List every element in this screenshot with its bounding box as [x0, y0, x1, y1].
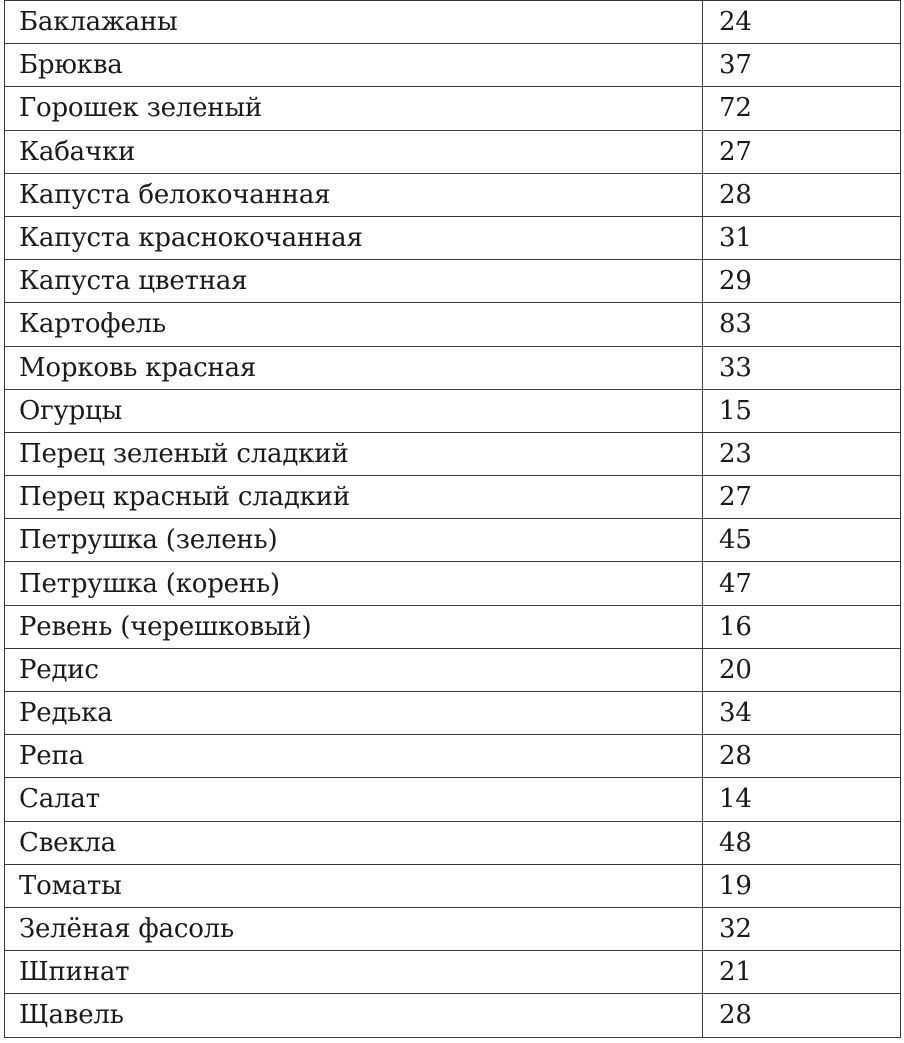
table-row [5, 346, 901, 389]
table-row [5, 864, 901, 907]
value-cell: 32 [703, 907, 901, 950]
vegetable-name-cell: Капуста цветная [5, 260, 703, 303]
value-cell: 31 [703, 216, 901, 259]
value-cell: 72 [703, 87, 901, 130]
vegetable-name-cell: Перец красный сладкий [5, 476, 703, 519]
table-row [5, 476, 901, 519]
value-cell: 33 [703, 346, 901, 389]
table-row [5, 303, 901, 346]
vegetable-name-cell: Перец зеленый сладкий [5, 432, 703, 475]
vegetable-name-cell: Капуста краснокочанная [5, 216, 703, 259]
vegetable-name-cell: Редис [5, 648, 703, 691]
value-cell: 37 [703, 44, 901, 87]
table-row [5, 173, 901, 216]
table-row [5, 432, 901, 475]
vegetable-name-cell: Капуста белокочанная [5, 173, 703, 216]
vegetable-table [4, 0, 901, 1038]
vegetable-name-cell: Свекла [5, 821, 703, 864]
value-cell: 48 [703, 821, 901, 864]
table-row [5, 130, 901, 173]
table-row [5, 907, 901, 950]
vegetable-name-cell: Кабачки [5, 130, 703, 173]
table-row [5, 821, 901, 864]
table-row [5, 692, 901, 735]
table-row [5, 648, 901, 691]
table-row [5, 260, 901, 303]
value-cell: 16 [703, 605, 901, 648]
value-cell: 14 [703, 778, 901, 821]
value-cell: 24 [703, 1, 901, 44]
table-row [5, 1, 901, 44]
table-row [5, 994, 901, 1037]
vegetable-name-cell: Петрушка (зелень) [5, 519, 703, 562]
value-cell: 45 [703, 519, 901, 562]
table-body [5, 1, 901, 1038]
vegetable-name-cell: Горошек зеленый [5, 87, 703, 130]
value-cell: 83 [703, 303, 901, 346]
value-cell: 15 [703, 389, 901, 432]
table-row [5, 605, 901, 648]
vegetable-name-cell: Брюква [5, 44, 703, 87]
value-cell: 21 [703, 951, 901, 994]
value-cell: 19 [703, 864, 901, 907]
vegetable-name-cell: Баклажаны [5, 1, 703, 44]
table-row [5, 951, 901, 994]
vegetable-name-cell: Картофель [5, 303, 703, 346]
value-cell: 28 [703, 735, 901, 778]
vegetable-name-cell: Редька [5, 692, 703, 735]
vegetable-name-cell: Томаты [5, 864, 703, 907]
vegetable-name-cell: Салат [5, 778, 703, 821]
table-row [5, 778, 901, 821]
value-cell: 27 [703, 476, 901, 519]
value-cell: 34 [703, 692, 901, 735]
table-container [4, 0, 900, 1038]
vegetable-name-cell: Морковь красная [5, 346, 703, 389]
vegetable-name-cell: Огурцы [5, 389, 703, 432]
table-row [5, 87, 901, 130]
vegetable-name-cell: Петрушка (корень) [5, 562, 703, 605]
table-row [5, 735, 901, 778]
vegetable-name-cell: Ревень (черешковый) [5, 605, 703, 648]
table-row [5, 519, 901, 562]
value-cell: 47 [703, 562, 901, 605]
value-cell: 20 [703, 648, 901, 691]
vegetable-name-cell: Репа [5, 735, 703, 778]
vegetable-name-cell: Шпинат [5, 951, 703, 994]
value-cell: 28 [703, 173, 901, 216]
value-cell: 23 [703, 432, 901, 475]
vegetable-name-cell: Зелёная фасоль [5, 907, 703, 950]
table-row [5, 44, 901, 87]
value-cell: 29 [703, 260, 901, 303]
value-cell: 28 [703, 994, 901, 1037]
table-row [5, 389, 901, 432]
table-row [5, 216, 901, 259]
vegetable-name-cell: Щавель [5, 994, 703, 1037]
value-cell: 27 [703, 130, 901, 173]
table-row [5, 562, 901, 605]
